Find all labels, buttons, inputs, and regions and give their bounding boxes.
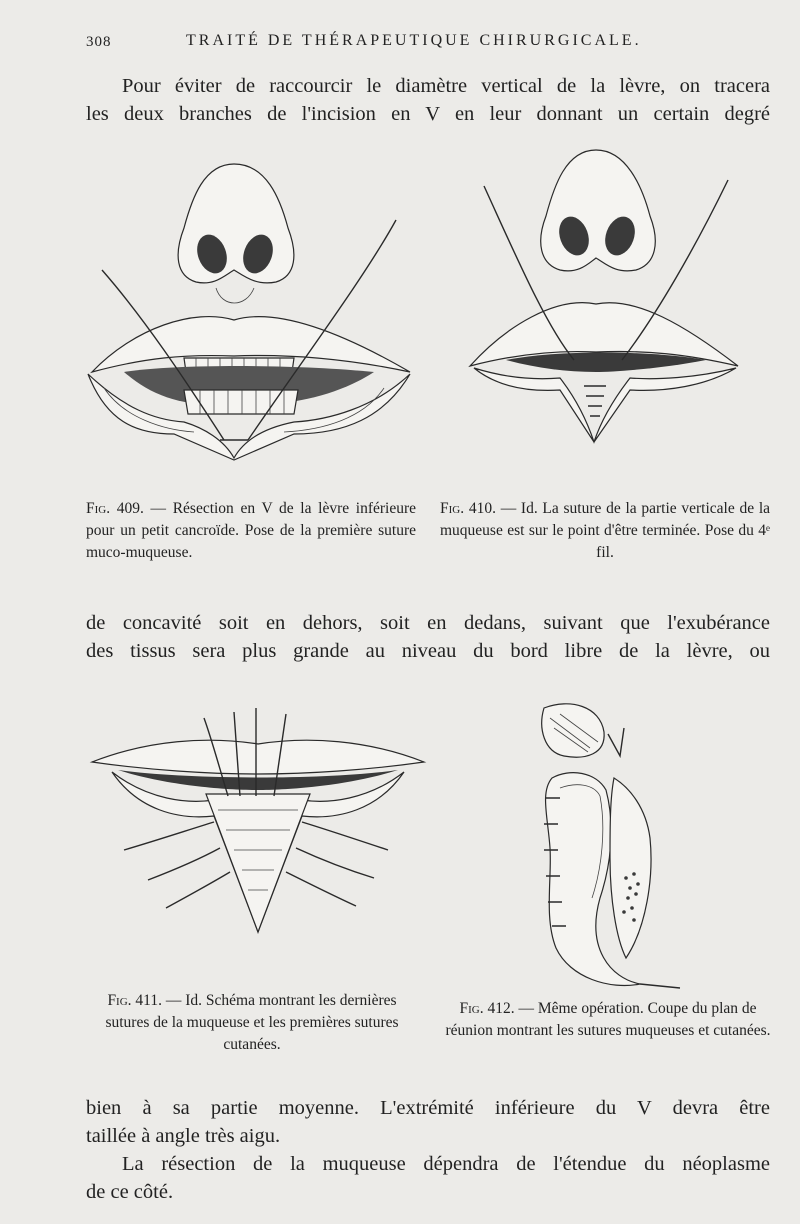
paragraph-1-line-1: Pour éviter de raccourcir le diamètre vertical de la lèvre, on tracera (122, 75, 770, 97)
paragraph-2-line-1: de concavité soit en dehors, soit en dedans, suivant que l'exubérance (86, 612, 770, 634)
paragraph-2-line-2: des tissus sera plus grande au niveau du bord libre de la lèvre, ou (86, 640, 770, 662)
figure-411-illustration (88, 700, 428, 940)
figure-409-caption-text: — Résection en V de la lèvre inférieure pour un petit cancroïde. Pose de la première suture muco-muqueuse. (86, 500, 416, 561)
figure-410-caption-text: — Id. La suture de la partie verticale de la muqueuse est sur le point d'être terminée. Pose du 4ᵉ fil. (440, 500, 771, 561)
figure-411-label: Fig. 411. (107, 992, 162, 1009)
paragraph-4-line-2: de ce côté. (86, 1181, 174, 1203)
figure-412-caption (440, 998, 776, 1042)
figure-410-caption (440, 498, 770, 564)
figure-409-caption (86, 498, 416, 564)
figure-410-illustration (466, 146, 746, 446)
page-number: 308 (86, 34, 112, 50)
page-header (0, 30, 800, 54)
figure-410-label: Fig. 410. (440, 500, 496, 517)
figure-411-caption-text: — Id. Schéma montrant les dernières sutures de la muqueuse et les premières sutures cutanées. (105, 992, 399, 1053)
paragraph-4-line-1: La résection de la muqueuse dépendra de l'étendue du néoplasme (122, 1153, 770, 1175)
paragraph-3-line-2: taillée à angle très aigu. (86, 1125, 281, 1147)
figure-409-label: Fig. 409. (86, 500, 144, 517)
paragraph-1-line-2: les deux branches de l'incision en V en leur donnant un certain degré (86, 103, 770, 125)
paragraph-4 (86, 1150, 770, 1206)
paragraph-1 (86, 72, 770, 128)
paragraph-3-line-1: bien à sa partie moyenne. L'extrémité inférieure du V devra être (86, 1097, 770, 1119)
paragraph-2 (86, 609, 770, 665)
paragraph-3 (86, 1094, 770, 1150)
figure-412-caption-text: — Même opération. Coupe du plan de réunion montrant les sutures muqueuses et cutanées. (445, 1000, 771, 1039)
figure-411-caption (86, 990, 418, 1056)
figure-412-illustration (530, 698, 690, 998)
figure-412-label: Fig. 412. (459, 1000, 515, 1017)
running-title: TRAITÉ DE THÉRAPEUTIQUE CHIRURGICALE. (186, 32, 642, 49)
figure-409-illustration (84, 158, 414, 463)
